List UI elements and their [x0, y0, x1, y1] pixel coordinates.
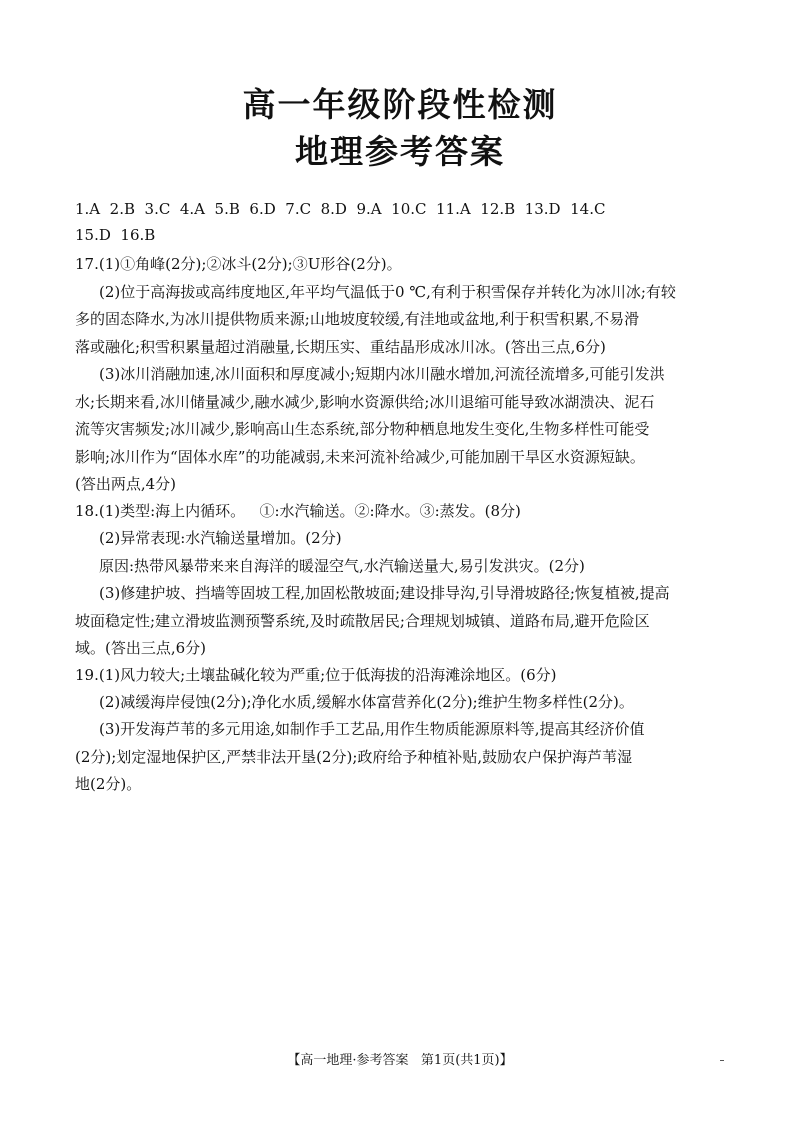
choice-answers-line-1: 1.A 2.B 3.C 4.A 5.B 6.D 7.C 8.D 9.A 10.C 11.A 12.B 13.D 14.C	[75, 200, 606, 218]
q18-part1: 18.(1)类型:海上内循环。 ①:水汽输送。②:降水。③:蒸发。(8分)	[75, 502, 521, 520]
choice-answers-line-2: 15.D 16.B	[75, 226, 156, 244]
q17-part3-line4: 影响;冰川作为“固体水库”的功能减弱,未来河流补给减少,可能加剧干旱区水资源短缺。	[75, 448, 645, 466]
q18-part2-line1: (2)异常表现:水汽输送量增加。(2分)	[99, 529, 342, 547]
q18-part3-line2: 坡面稳定性;建立滑坡监测预警系统,及时疏散居民;合理规划城镇、道路布局,避开危险区	[75, 612, 650, 630]
q17-part2-line2: 多的固态降水,为冰川提供物质来源;山地坡度较缓,有洼地或盆地,利于积雪积累,不易滑	[75, 310, 640, 328]
q17-part1: 17.(1)①角峰(2分);②冰斗(2分);③U形谷(2分)。	[75, 255, 402, 273]
q19-part3-line3: 地(2分)。	[75, 775, 142, 793]
q18-part3-line1: (3)修建护坡、挡墙等固坡工程,加固松散坡面;建设排导沟,引导滑坡路径;恢复植被,提高	[99, 584, 670, 602]
corner-mark	[720, 1060, 724, 1061]
page-subtitle: 地理参考答案	[295, 132, 505, 171]
q18-part3-line3: 域。(答出三点,6分)	[75, 639, 207, 657]
q19-part1: 19.(1)风力较大;土壤盐碱化较为严重;位于低海拔的沿海滩涂地区。(6分)	[75, 666, 557, 684]
page-footer: 【高一地理·参考答案 第1页(共1页)】	[287, 1053, 513, 1068]
page-title: 高一年级阶段性检测	[242, 85, 558, 124]
q17-part3-line5: (答出两点,4分)	[75, 475, 177, 493]
q17-part3-line3: 流等灾害频发;冰川减少,影响高山生态系统,部分物种栖息地发生变化,生物多样性可能受	[75, 420, 650, 438]
q17-part2-line3: 落或融化;积雪积累量超过消融量,长期压实、重结晶形成冰川冰。(答出三点,6分)	[75, 338, 606, 356]
q19-part3-line1: (3)开发海芦苇的多元用途,如制作手工艺品,用作生物质能源原料等,提高其经济价值	[99, 720, 645, 738]
q17-part3-line1: (3)冰川消融加速,冰川面积和厚度减小;短期内冰川融水增加,河流径流增多,可能引发洪	[99, 365, 665, 383]
q17-part2-line1: (2)位于高海拔或高纬度地区,年平均气温低于0 ℃,有利于积雪保存并转化为冰川冰;有较	[99, 283, 676, 301]
q18-part2-line2: 原因:热带风暴带来来自海洋的暖湿空气,水汽输送量大,易引发洪灾。(2分)	[99, 557, 585, 575]
q19-part3-line2: (2分);划定湿地保护区,严禁非法开垦(2分);政府给予种植补贴,鼓励农户保护海芦苇湿	[75, 748, 633, 766]
q19-part2: (2)减缓海岸侵蚀(2分);净化水质,缓解水体富营养化(2分);维护生物多样性(2分)。	[99, 693, 634, 711]
q17-part3-line2: 水;长期来看,冰川储量减少,融水减少,影响水资源供给;冰川退缩可能导致冰湖溃决、泥石	[75, 393, 655, 411]
